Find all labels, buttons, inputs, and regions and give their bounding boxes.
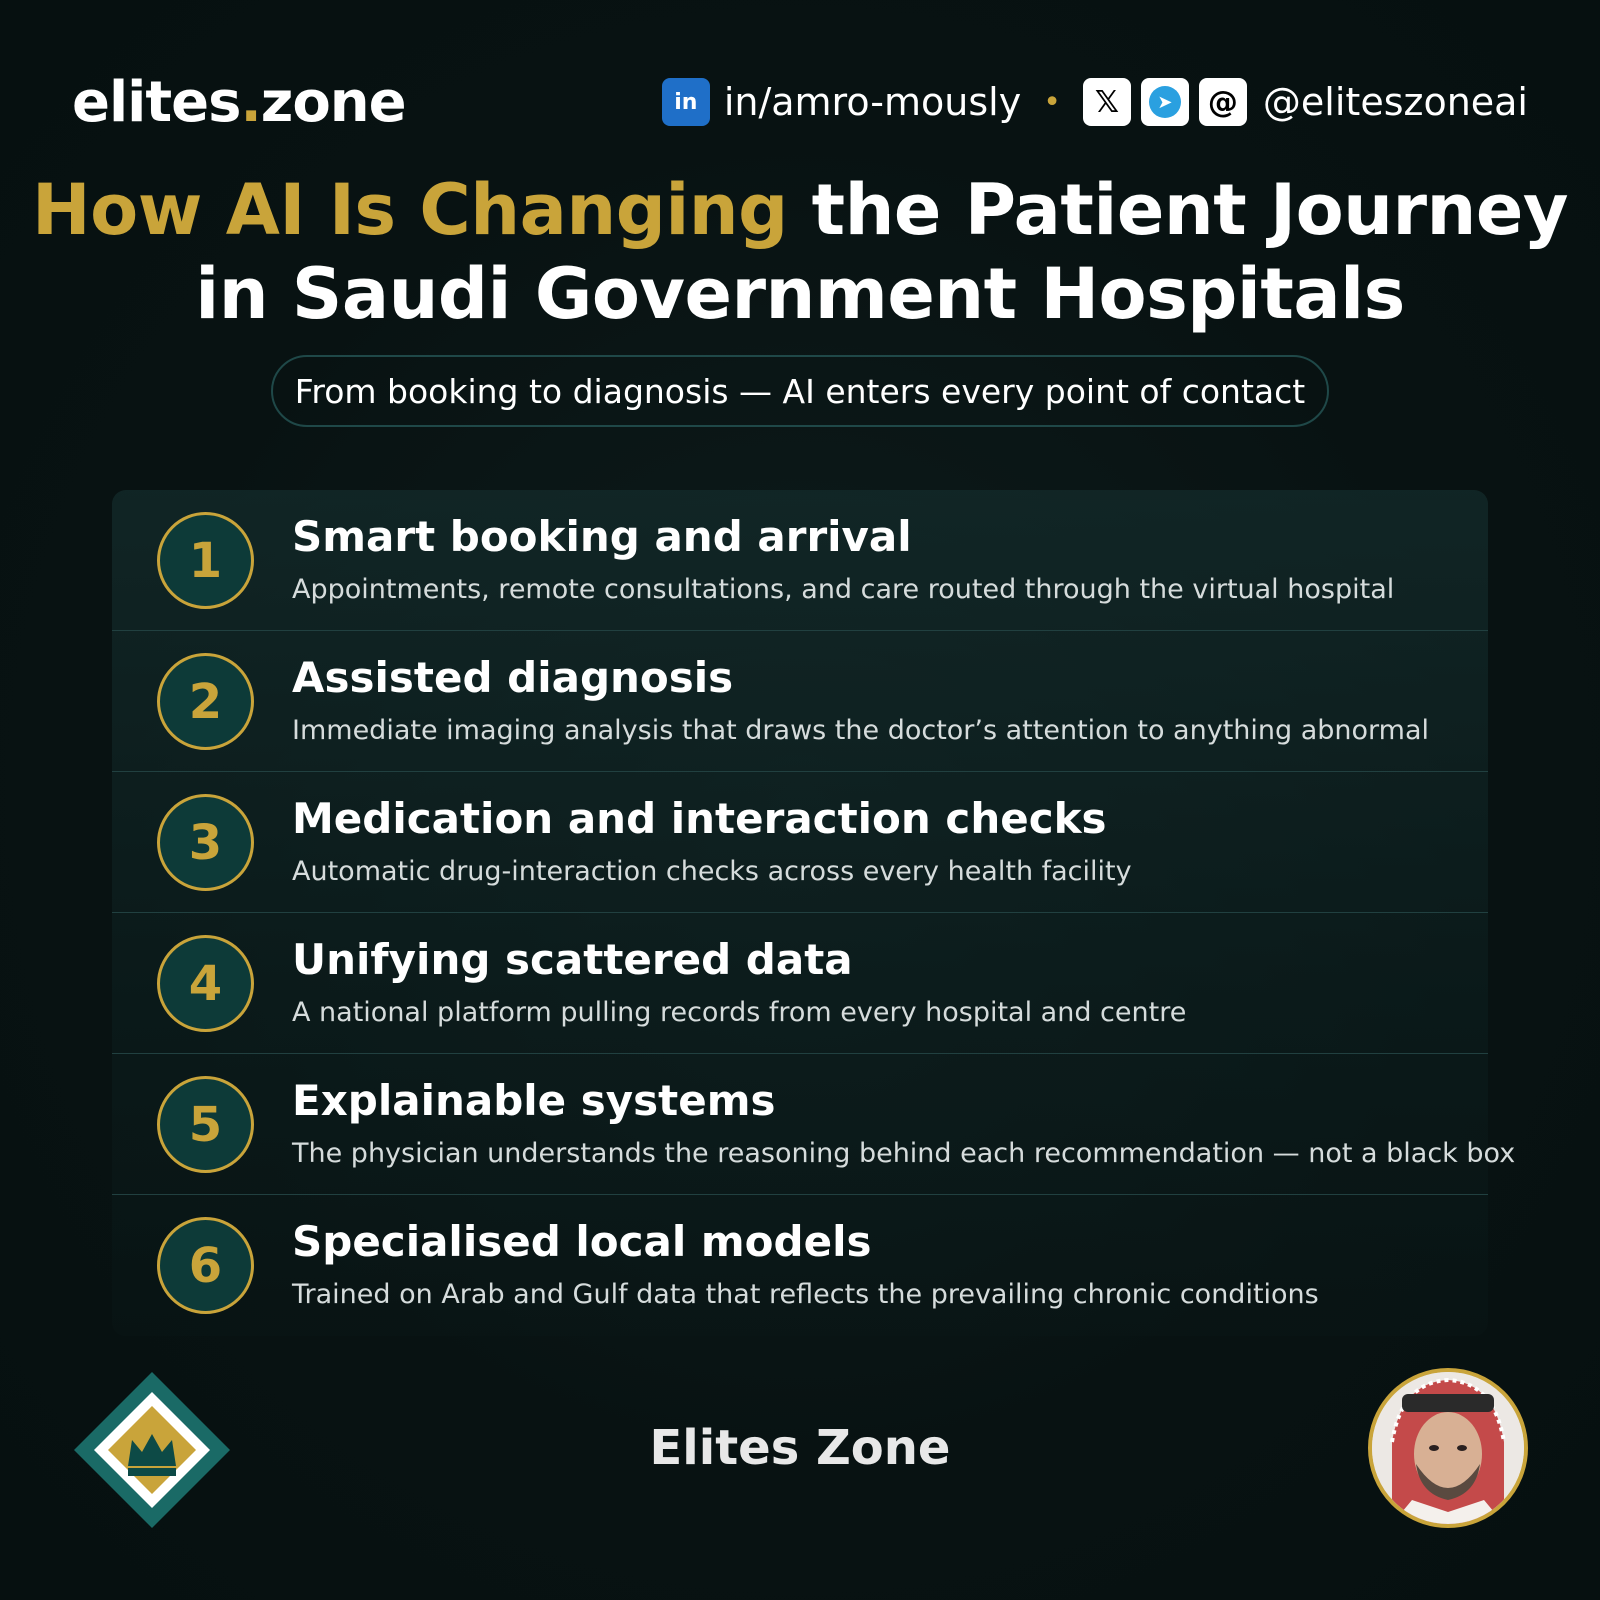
step-number-badge: 3 bbox=[157, 794, 254, 891]
journey-list bbox=[112, 490, 1516, 1336]
page-title bbox=[0, 168, 1600, 336]
item-description: Appointments, remote consultations, and care routed through the virtual hospital bbox=[292, 574, 1395, 605]
item-description: The physician understands the reasoning behind each recommendation — not a black box bbox=[292, 1138, 1516, 1169]
subtitle-pill: From booking to diagnosis — AI enters every point of contact bbox=[271, 355, 1329, 427]
item-description: Automatic drug-interaction checks across every health facility bbox=[292, 856, 1132, 887]
title-rest: the Patient Journey bbox=[787, 169, 1568, 251]
step-number-badge: 1 bbox=[157, 512, 254, 609]
item-title: Explainable systems bbox=[292, 1076, 776, 1125]
step-number-badge: 4 bbox=[157, 935, 254, 1032]
linkedin-icon[interactable]: in bbox=[662, 78, 710, 126]
list-item bbox=[112, 1054, 1516, 1195]
brand-dot: . bbox=[240, 70, 261, 135]
footer-brand-name: Elites Zone bbox=[649, 1420, 951, 1476]
item-title: Specialised local models bbox=[292, 1217, 872, 1266]
telegram-icon[interactable]: ➤ bbox=[1141, 78, 1189, 126]
list-item bbox=[112, 490, 1488, 631]
item-title: Medication and interaction checks bbox=[292, 794, 1107, 843]
item-title: Unifying scattered data bbox=[292, 935, 853, 984]
x-icon[interactable]: 𝕏 bbox=[1083, 78, 1131, 126]
threads-icon[interactable]: @ bbox=[1199, 78, 1247, 126]
item-description: Trained on Arab and Gulf data that reflects the prevailing chronic conditions bbox=[292, 1279, 1319, 1310]
linkedin-handle[interactable]: in/amro-mously bbox=[723, 80, 1022, 124]
title-line-2: in Saudi Government Hospitals bbox=[195, 253, 1405, 335]
list-item bbox=[112, 1195, 1488, 1336]
item-title: Assisted diagnosis bbox=[292, 653, 734, 702]
title-highlight: How AI Is Changing bbox=[32, 169, 788, 251]
list-item bbox=[112, 631, 1488, 772]
avatar bbox=[1368, 1368, 1528, 1528]
list-item bbox=[112, 913, 1488, 1054]
social-links bbox=[662, 78, 1528, 126]
item-description: A national platform pulling records from every hospital and centre bbox=[292, 997, 1187, 1028]
brand-main: elites bbox=[72, 70, 241, 135]
list-item bbox=[112, 772, 1488, 913]
item-title: Smart booking and arrival bbox=[292, 512, 912, 561]
brand-tld: zone bbox=[260, 70, 406, 135]
brand-logo-text bbox=[72, 70, 406, 135]
social-handle[interactable]: @eliteszoneai bbox=[1262, 80, 1528, 124]
step-number-badge: 6 bbox=[157, 1217, 254, 1314]
step-number-badge: 2 bbox=[157, 653, 254, 750]
step-number-badge: 5 bbox=[157, 1076, 254, 1173]
title-line-1 bbox=[0, 168, 1600, 252]
separator-dot: • bbox=[1043, 84, 1061, 120]
item-description: Immediate imaging analysis that draws the doctor’s attention to anything abnormal bbox=[292, 715, 1430, 746]
